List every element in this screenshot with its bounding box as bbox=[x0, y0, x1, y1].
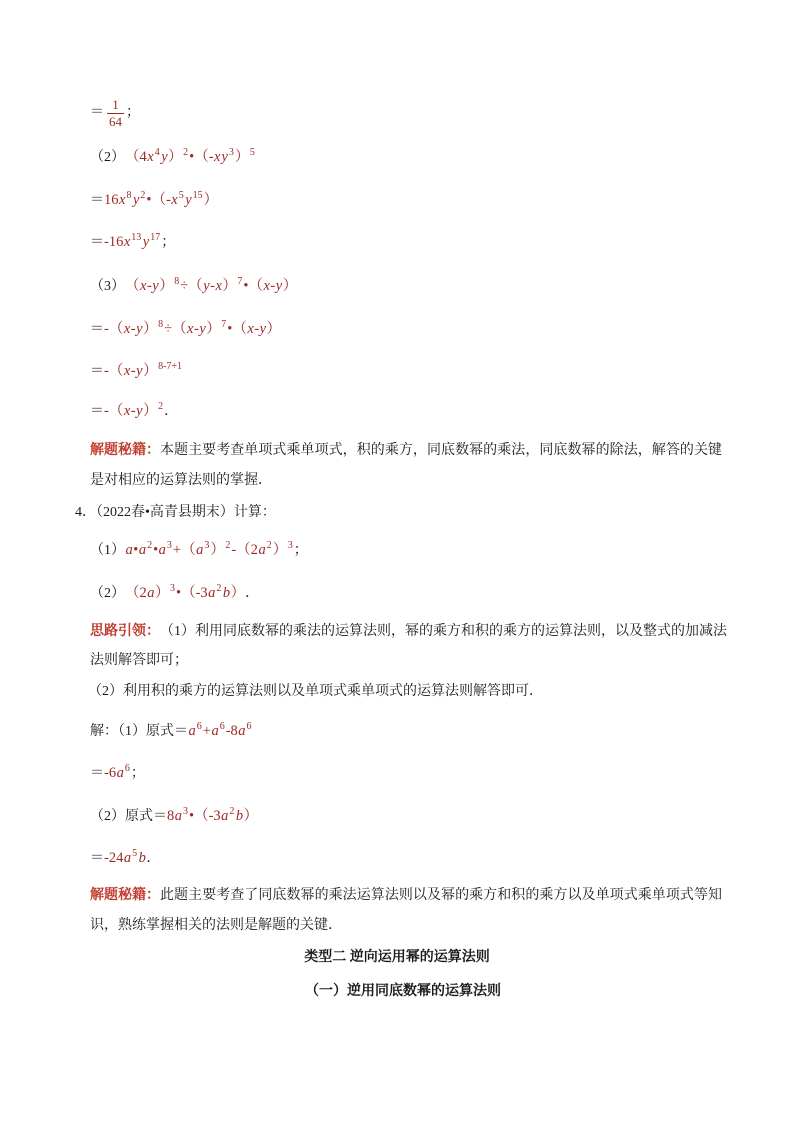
math-exponent: 6 bbox=[196, 721, 202, 732]
math-text: -16 bbox=[104, 234, 124, 250]
math-exponent: 3 bbox=[170, 583, 175, 594]
math-text: + bbox=[202, 723, 211, 739]
solution-label: 解：（1）原式＝ bbox=[90, 724, 188, 739]
math-text: ÷（ bbox=[164, 321, 187, 337]
prev-step-3 bbox=[90, 190, 218, 212]
math-variable: x bbox=[171, 192, 178, 208]
question-4-title bbox=[75, 503, 276, 523]
math-variable: y bbox=[152, 278, 159, 294]
solution-step-2 bbox=[90, 763, 145, 785]
solution-step-1 bbox=[90, 721, 253, 743]
math-text: （ bbox=[125, 278, 140, 294]
tip-text: 本题主要考查单项式乘单项式，积的乘方，同底数幂的乘法，同底数幂的除法，解答的关键 bbox=[160, 443, 722, 458]
math-exponent: 2 bbox=[229, 806, 235, 817]
math-exponent: 6 bbox=[246, 721, 252, 732]
math-exponent: 2 bbox=[183, 147, 189, 158]
math-exponent: 5 bbox=[249, 147, 255, 158]
math-variable: x bbox=[123, 403, 131, 419]
section-subtitle-text: （一）逆用同底数幂的运算法则 bbox=[305, 984, 501, 999]
math-text: -（ bbox=[104, 363, 124, 379]
math-text: ） bbox=[282, 278, 298, 294]
equals-sign: ＝ bbox=[90, 322, 104, 337]
math-variable: y bbox=[136, 321, 143, 337]
math-text: - bbox=[130, 321, 136, 337]
math-variable: b bbox=[222, 585, 231, 601]
math-exponent: 15 bbox=[192, 190, 203, 201]
math-variable: y bbox=[136, 403, 143, 419]
math-text: -8 bbox=[225, 723, 238, 739]
math-text: - bbox=[270, 278, 276, 294]
math-variable: y bbox=[275, 278, 283, 294]
math-variable: a bbox=[116, 765, 124, 781]
math-text: （2 bbox=[125, 585, 147, 601]
math-variable: x bbox=[123, 321, 131, 337]
math-text: ） bbox=[155, 585, 170, 601]
math-exponent: 5 bbox=[178, 190, 184, 201]
math-variable: b bbox=[138, 850, 146, 866]
math-text: +（ bbox=[172, 542, 196, 558]
math-exponent: 3 bbox=[204, 540, 210, 551]
math-variable: x bbox=[247, 321, 254, 337]
punctuation: ； bbox=[130, 766, 145, 781]
math-variable: a bbox=[123, 850, 132, 866]
math-exponent: 4 bbox=[154, 147, 160, 158]
math-text: •（-3 bbox=[189, 808, 221, 824]
step-label: （2） bbox=[90, 150, 125, 165]
punctuation: ． bbox=[245, 586, 260, 601]
math-text: ） bbox=[203, 192, 219, 208]
math-text: •（- bbox=[189, 149, 214, 165]
math-text: - bbox=[130, 403, 136, 419]
math-variable: x bbox=[119, 192, 126, 208]
math-text: •（ bbox=[243, 278, 263, 294]
math-variable: a bbox=[158, 542, 166, 558]
math-text: （4 bbox=[125, 149, 147, 165]
math-variable: x bbox=[215, 278, 222, 294]
step-label: （3） bbox=[90, 279, 125, 294]
math-exponent: 2 bbox=[225, 540, 231, 551]
math-variable: a bbox=[238, 723, 246, 739]
hint-line-1 bbox=[90, 622, 727, 642]
punctuation: ； bbox=[293, 543, 308, 558]
tip-2-line-2 bbox=[90, 916, 342, 936]
solution-step-4 bbox=[90, 848, 160, 870]
solution-label: （2）原式＝ bbox=[90, 809, 167, 824]
math-text: ） bbox=[143, 403, 158, 419]
tip-1-line-1 bbox=[90, 441, 722, 461]
math-variable: x bbox=[123, 363, 131, 379]
question-4-part-1 bbox=[90, 540, 308, 562]
math-exponent: 3 bbox=[183, 806, 188, 817]
math-text: -6 bbox=[104, 765, 117, 781]
math-text: ） bbox=[266, 321, 282, 337]
equals-sign: ＝ bbox=[90, 235, 104, 250]
math-exponent: 17 bbox=[150, 232, 161, 243]
tip-label: 解题秘籍： bbox=[90, 888, 160, 903]
math-exponent: 3 bbox=[166, 540, 172, 551]
math-exponent: 2 bbox=[147, 540, 153, 551]
math-text: 8 bbox=[167, 808, 175, 824]
math-variable: a bbox=[138, 542, 147, 558]
math-text: •（ bbox=[227, 321, 247, 337]
math-variable: x bbox=[123, 234, 131, 250]
math-variable: x bbox=[263, 278, 270, 294]
math-text: ） bbox=[222, 278, 237, 294]
math-text: - bbox=[130, 363, 136, 379]
math-exponent: 8 bbox=[158, 319, 164, 330]
hint-text: 法则解答即可； bbox=[90, 653, 188, 668]
math-variable: x bbox=[214, 149, 221, 165]
math-text: ） bbox=[234, 149, 250, 165]
punctuation: ． bbox=[164, 404, 179, 419]
punctuation: ； bbox=[161, 235, 176, 250]
prev-step-1 bbox=[90, 97, 140, 129]
math-text: ） bbox=[243, 808, 259, 824]
hint-label: 思路引领： bbox=[90, 624, 160, 639]
math-variable: b bbox=[235, 808, 244, 824]
hint-line-3 bbox=[88, 682, 543, 702]
tip-label: 解题秘籍： bbox=[90, 443, 160, 458]
equals-sign: ＝ bbox=[90, 105, 104, 120]
equals-sign: ＝ bbox=[90, 766, 104, 781]
math-text: ） bbox=[143, 321, 158, 337]
math-text: ） bbox=[206, 321, 221, 337]
math-text: - bbox=[146, 278, 152, 294]
tip-text: 是对相应的运算法则的掌握． bbox=[90, 473, 272, 488]
math-text: -（2 bbox=[231, 542, 258, 558]
math-variable: a bbox=[211, 723, 219, 739]
prev-step-5 bbox=[90, 276, 297, 298]
math-text: ） bbox=[159, 278, 174, 294]
math-exponent: 3 bbox=[287, 540, 293, 551]
tip-1-line-2 bbox=[90, 471, 272, 491]
punctuation: ． bbox=[146, 851, 161, 866]
math-variable: x bbox=[147, 149, 154, 165]
question-4-part-2 bbox=[90, 583, 259, 605]
math-variable: a bbox=[258, 542, 266, 558]
hint-text: （2）利用积的乘方的运算法则以及单项式乘单项式的运算法则解答即可． bbox=[88, 684, 543, 699]
math-variable: x bbox=[187, 321, 194, 337]
section-title-text: 类型二 逆向运用幂的运算法则 bbox=[304, 950, 490, 965]
math-text: •（- bbox=[146, 192, 171, 208]
math-variable: x bbox=[140, 278, 147, 294]
math-text: -（ bbox=[104, 321, 124, 337]
prev-step-2 bbox=[90, 147, 256, 169]
math-exponent: 5 bbox=[132, 848, 138, 859]
math-variable: a bbox=[147, 585, 155, 601]
prev-step-6 bbox=[90, 319, 281, 341]
math-variable: a bbox=[196, 542, 204, 558]
math-variable: a bbox=[208, 585, 216, 601]
part-label: （1） bbox=[90, 543, 125, 558]
punctuation: ； bbox=[126, 105, 140, 120]
math-text: ） bbox=[272, 542, 288, 558]
equals-sign: ＝ bbox=[90, 364, 104, 379]
math-variable: a bbox=[188, 723, 196, 739]
fraction-numerator: 1 bbox=[112, 96, 119, 112]
math-variable: a bbox=[221, 808, 229, 824]
math-text: -（ bbox=[104, 403, 124, 419]
math-variable: y bbox=[199, 321, 206, 337]
math-text: ） bbox=[210, 542, 225, 558]
math-exponent: 7 bbox=[237, 276, 243, 287]
solution-step-3 bbox=[90, 806, 258, 828]
hint-text: （1）利用同底数幂的乘法的运算法则，幂的乘方和积的乘方的运算法则，以及整式的加减法 bbox=[160, 624, 727, 639]
math-text: - bbox=[193, 321, 199, 337]
prev-step-8 bbox=[90, 401, 178, 423]
math-exponent: 8-7+1 bbox=[158, 361, 183, 372]
math-exponent: 2 bbox=[158, 401, 164, 412]
math-text: • bbox=[133, 542, 139, 558]
math-exponent: 6 bbox=[219, 721, 225, 732]
section-title bbox=[0, 948, 794, 968]
math-exponent: 6 bbox=[124, 763, 130, 774]
math-variable: y bbox=[132, 192, 140, 208]
fraction bbox=[107, 98, 124, 129]
prev-step-7 bbox=[90, 361, 183, 383]
part-label: （2） bbox=[90, 586, 125, 601]
math-variable: y bbox=[259, 321, 267, 337]
hint-line-2 bbox=[90, 651, 188, 671]
prev-step-4 bbox=[90, 232, 175, 254]
math-text: ） bbox=[143, 363, 158, 379]
math-variable: y bbox=[185, 192, 192, 208]
tip-2-line-1 bbox=[90, 886, 722, 906]
math-exponent: 3 bbox=[228, 147, 234, 158]
equals-sign: ＝ bbox=[90, 193, 104, 208]
math-text: - bbox=[210, 278, 215, 294]
math-variable: y bbox=[203, 278, 210, 294]
math-exponent: 2 bbox=[266, 540, 272, 551]
section-subtitle bbox=[0, 982, 794, 1002]
math-exponent: 8 bbox=[174, 276, 180, 287]
math-text: 16 bbox=[104, 192, 119, 208]
math-text: ） bbox=[230, 585, 246, 601]
math-variable: y bbox=[142, 234, 150, 250]
math-text: ÷（ bbox=[180, 278, 203, 294]
tip-text: 识，熟练掌握相关的法则是解题的关键． bbox=[90, 918, 342, 933]
math-text: ） bbox=[168, 149, 183, 165]
math-exponent: 7 bbox=[221, 319, 227, 330]
math-text: - bbox=[254, 321, 260, 337]
math-text: •（-3 bbox=[176, 585, 208, 601]
question-title: 4．（2022春•高青县期末）计算： bbox=[75, 505, 276, 520]
math-variable: y bbox=[221, 149, 228, 165]
math-exponent: 13 bbox=[131, 232, 142, 243]
equals-sign: ＝ bbox=[90, 851, 104, 866]
math-variable: y bbox=[161, 149, 168, 165]
math-variable: a bbox=[174, 808, 182, 824]
math-variable: y bbox=[136, 363, 143, 379]
math-exponent: 2 bbox=[140, 190, 146, 201]
tip-text: 此题主要考查了同底数幂的乘法运算法则以及幂的乘方和积的乘方以及单项式乘单项式等知 bbox=[160, 888, 722, 903]
fraction-denominator: 64 bbox=[109, 113, 122, 129]
math-text: • bbox=[153, 542, 159, 558]
math-exponent: 2 bbox=[216, 583, 222, 594]
equals-sign: ＝ bbox=[90, 404, 104, 419]
math-text: -24 bbox=[104, 850, 124, 866]
math-exponent: 8 bbox=[126, 190, 132, 201]
math-variable: a bbox=[125, 542, 133, 558]
